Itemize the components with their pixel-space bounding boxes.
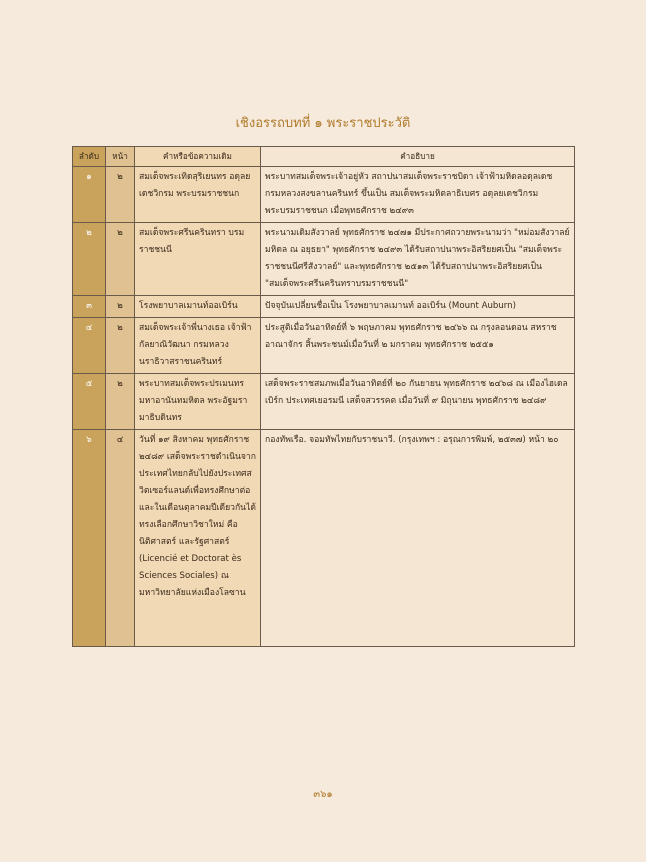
row-description: ประสูติเมื่อวันอาทิตย์ที่ ๖ พฤษภาคม พุทธศักราช ๒๔๖๖ ณ กรุงลอนดอน สหราชอาณาจักร สิ้นพระชนม์เมื่อวันที่ ๒ มกราคม พุทธศักราช ๒๕๕๑ bbox=[261, 318, 575, 374]
row-page: ๒ bbox=[106, 296, 135, 318]
row-term: สมเด็จพระศรีนครินทรา บรมราชชนนี bbox=[135, 223, 261, 296]
row-page: ๔ bbox=[106, 430, 135, 647]
column-header-no: ลำดับ bbox=[73, 147, 106, 167]
row-description: ปัจจุบันเปลี่ยนชื่อเป็น โรงพยาบาลเมานท์ ออเบิร์น (Mount Auburn) bbox=[261, 296, 575, 318]
row-number: ๒ bbox=[73, 223, 106, 296]
row-number: ๔ bbox=[73, 318, 106, 374]
row-number: ๑ bbox=[73, 167, 106, 223]
table-row bbox=[73, 223, 575, 296]
row-number: ๕ bbox=[73, 374, 106, 430]
row-term: สมเด็จพระเจ้าพี่นางเธอ เจ้าฟ้ากัลยาณิวัฒนา กรมหลวงนราธิวาสราชนครินทร์ bbox=[135, 318, 261, 374]
row-number: ๖ bbox=[73, 430, 106, 647]
row-page: ๒ bbox=[106, 374, 135, 430]
page-number: ๓๖๑ bbox=[313, 789, 333, 800]
column-header-page: หน้า bbox=[106, 147, 135, 167]
row-term: โรงพยาบาลเมานท์ออเบิร์น bbox=[135, 296, 261, 318]
table-row bbox=[73, 318, 575, 374]
table-header-row bbox=[73, 147, 575, 167]
row-description: กองทัพเรือ. จอมทัพไทยกับราชนาวี. (กรุงเทพฯ : อรุณการพิมพ์, ๒๕๓๗) หน้า ๒๐ bbox=[261, 430, 575, 647]
row-page: ๒ bbox=[106, 223, 135, 296]
table-row bbox=[73, 430, 575, 647]
row-page: ๒ bbox=[106, 318, 135, 374]
row-term: พระบาทสมเด็จพระปรเมนทร มหาอานันทมหิดล พระอัฐมรามาธิบดินทร bbox=[135, 374, 261, 430]
table-row bbox=[73, 167, 575, 223]
row-number: ๓ bbox=[73, 296, 106, 318]
table-row bbox=[73, 374, 575, 430]
page-title: เชิงอรรถบทที่ ๑ พระราชประวัติ bbox=[235, 116, 411, 131]
footnote-table bbox=[72, 146, 575, 647]
row-description: พระนามเดิมสังวาลย์ พุทธศักราช ๒๔๗๑ มีประกาศถวายพระนามว่า "หม่อมสังวาลย์ มหิดล ณ อยุธยา" พุทธศักราช ๒๔๙๓ ได้รับสถาปนาพระอิสริยยศเป็น "สมเด็จพระราชชนนีศรีสังวาลย์" และพุทธศักราช ๒๕๑๓ ได้รับสถาปนาพระอิสริยยศเป็น "สมเด็จพระศรีนครินทราบรมราชชนนี" bbox=[261, 223, 575, 296]
column-header-description: คำอธิบาย bbox=[261, 147, 575, 167]
row-description: เสด็จพระราชสมภพเมื่อวันอาทิตย์ที่ ๒๐ กันยายน พุทธศักราช ๒๔๖๘ ณ เมืองไฮเดลเบิร์ก ประเทศเยอรมนี เสด็จสวรรคต เมื่อวันที่ ๙ มิถุนายน พุทธศักราช ๒๔๘๙ bbox=[261, 374, 575, 430]
column-header-term: คำหรือข้อความเดิม bbox=[135, 147, 261, 167]
row-term: สมเด็จพระเทิดสุริเยนทร อดุลยเดชวิกรม พระบรมราชชนก bbox=[135, 167, 261, 223]
row-description: พระบาทสมเด็จพระเจ้าอยู่หัว สถาปนาสมเด็จพระราชบิดา เจ้าฟ้ามหิดลอดุลเดช กรมหลวงสงขลานครินทร์ ขึ้นเป็น สมเด็จพระมหิตลาธิเบศร อดุลยเดชวิกรม พระบรมราชชนก เมื่อพุทธศักราช ๒๔๙๓ bbox=[261, 167, 575, 223]
row-page: ๒ bbox=[106, 167, 135, 223]
row-term: วันที่ ๑๙ สิงหาคม พุทธศักราช ๒๔๘๙ เสด็จพระราชดำเนินจากประเทศไทยกลับไปยังประเทศสวิตเซอร์แลนด์เพื่อทรงศึกษาต่อ และในเดือนตุลาคมปีเดียวกันได้ทรงเลือกศึกษาวิชาใหม่ คือ นิติศาสตร์ และรัฐศาสตร์ (Licencié et Doctorat ès Sciences Sociales) ณ มหาวิทยาลัยแห่งเมืองโลซาน bbox=[135, 430, 261, 647]
table-row bbox=[73, 296, 575, 318]
